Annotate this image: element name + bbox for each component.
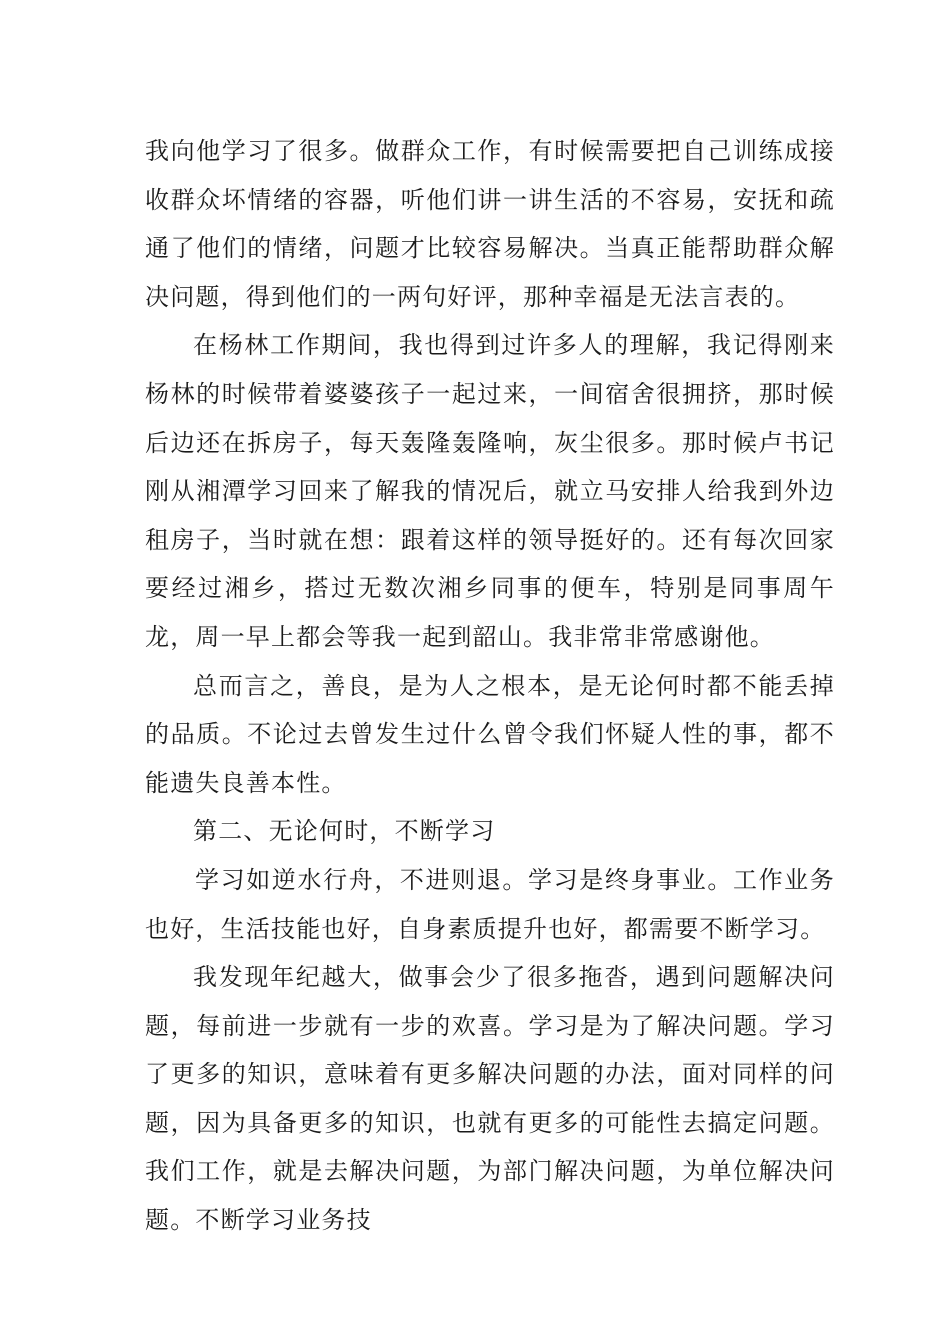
document-body	[145, 127, 835, 1245]
paragraph-4: 学习如逆水行舟，不进则退。学习是终身事业。工作业务也好，生活技能也好，自身素质提升也好，都需要不断学习。	[145, 865, 835, 943]
paragraph-3: 总而言之，善良，是为人之根本，是无论何时都不能丢掉的品质。不论过去曾发生过什么曾令我们怀疑人性的事，都不能遗失良善本性。	[145, 671, 835, 797]
paragraph-5: 我发现年纪越大，做事会少了很多拖沓，遇到问题解决问题，每前进一步就有一步的欢喜。学习是为了解决问题。学习了更多的知识，意味着有更多解决问题的办法，面对同样的问题，因为具备更多的知识，也就有更多的可能性去搞定问题。我们工作，就是去解决问题，为部门解决问题，为单位解决问题。不断学习业务技	[145, 963, 835, 1235]
paragraph-2: 在杨林工作期间，我也得到过许多人的理解，我记得刚来杨林的时候带着婆婆孩子一起过来，一间宿舍很拥挤，那时候后边还在拆房子，每天轰隆轰隆响，灰尘很多。那时候卢书记刚从湘潭学习回来了解我的情况后，就立马安排人给我到外边租房子，当时就在想：跟着这样的领导挺好的。还有每次回家要经过湘乡，搭过无数次湘乡同事的便车，特别是同事周午龙，周一早上都会等我一起到韶山。我非常非常感谢他。	[145, 331, 835, 651]
paragraph-1: 我向他学习了很多。做群众工作，有时候需要把自己训练成接收群众坏情绪的容器，听他们讲一讲生活的不容易，安抚和疏通了他们的情绪，问题才比较容易解决。当真正能帮助群众解决问题，得到他们的一两句好评，那种幸福是无法言表的。	[145, 137, 835, 311]
section-heading: 第二、无论何时，不断学习	[193, 817, 496, 846]
